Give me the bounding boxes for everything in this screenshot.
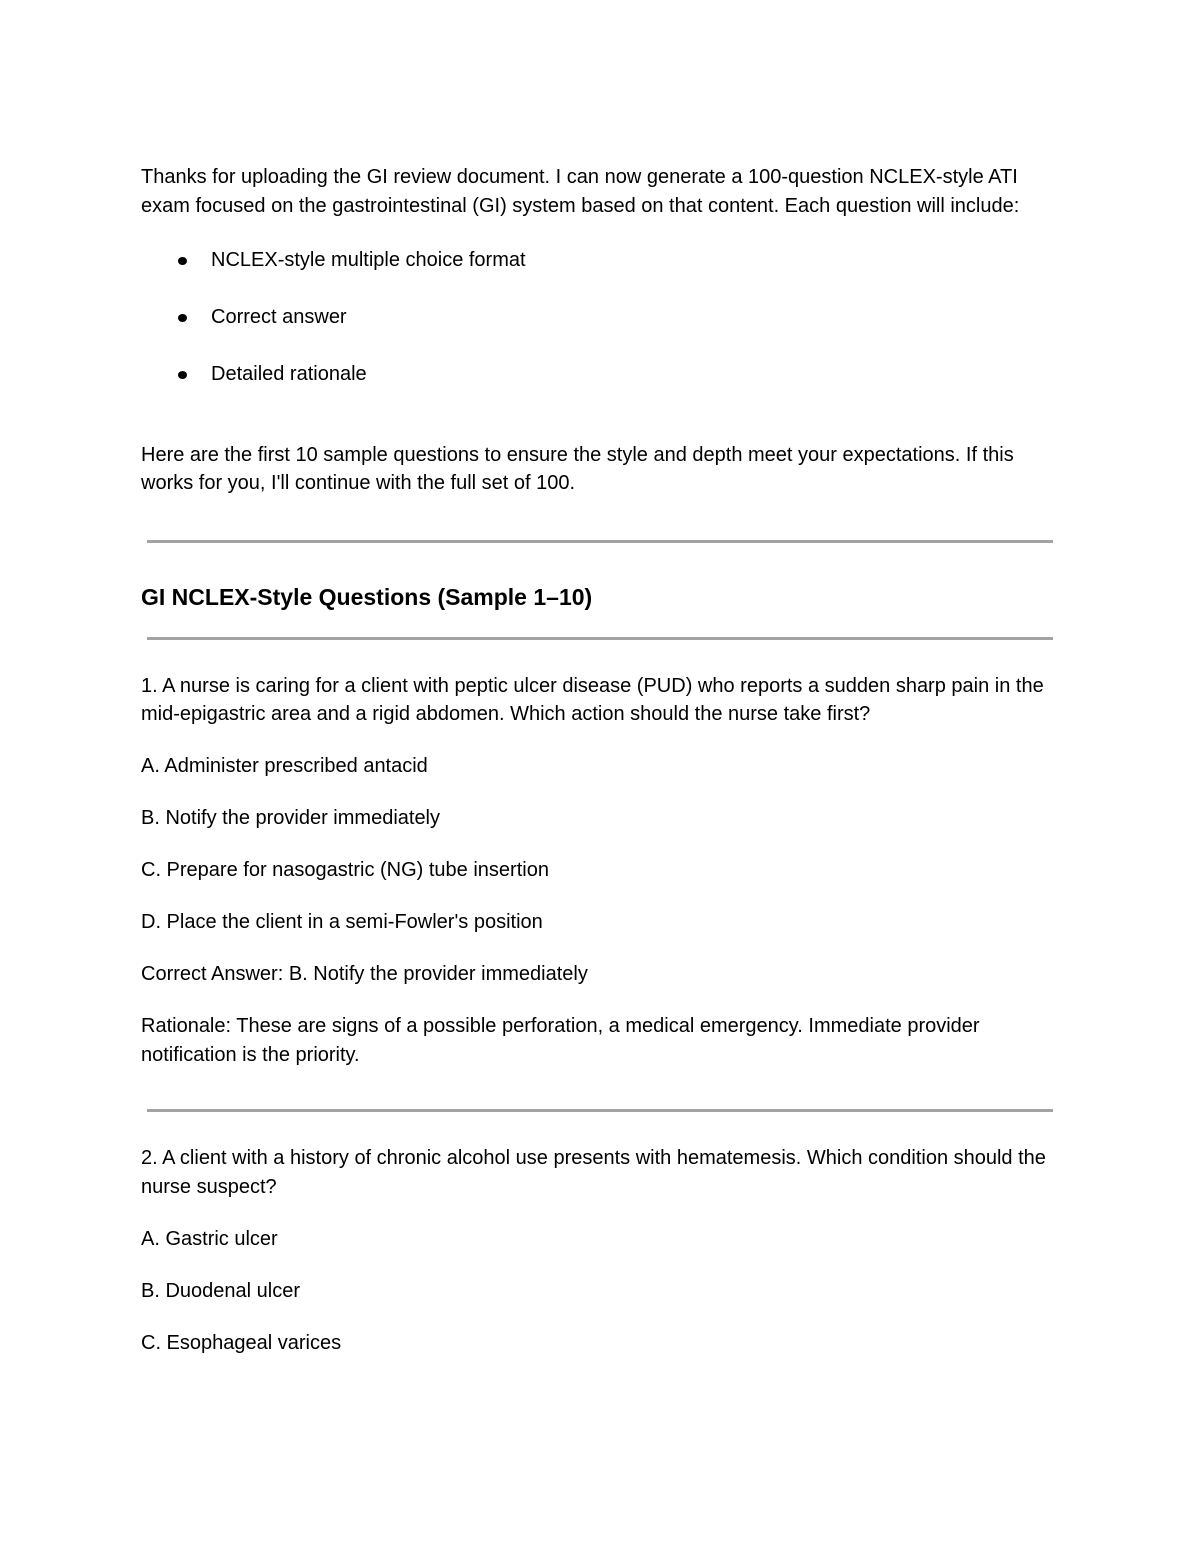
horizontal-divider (147, 1109, 1053, 1112)
correct-answer: Correct Answer: B. Notify the provider immediately (141, 963, 588, 985)
list-item-label: NCLEX-style multiple choice format (211, 249, 526, 271)
answer-option: B. Duodenal ulcer (141, 1279, 300, 1302)
answer-option: A. Gastric ulcer (141, 1227, 278, 1250)
question-stem: 1. A nurse is caring for a client with peptic ulcer disease (PUD) who reports a sudden sharp pain in the mid-epigastric area and a rigid abdomen. Which action should the nurse take first? (141, 674, 1044, 725)
rationale: Rationale: These are signs of a possible perforation, a medical emergency. Immediate provider notification is the priority. (141, 1015, 980, 1066)
followup-paragraph: Here are the first 10 sample questions to ensure the style and depth meet your expectations. If this works for you, I'll continue with the full set of 100. (141, 443, 1014, 494)
horizontal-divider (147, 540, 1053, 543)
answer-option: C. Esophageal varices (141, 1331, 342, 1354)
document-content (141, 163, 1061, 1357)
list-item-label: Detailed rationale (211, 363, 367, 385)
answer-option: C. Prepare for nasogastric (NG) tube insertion (141, 859, 549, 881)
list-item (141, 246, 1061, 275)
question-1 (141, 672, 1061, 1070)
answer-option: A. Administer prescribed antacid (141, 755, 428, 777)
answer-option: B. Notify the provider immediately (141, 807, 441, 829)
question-2 (141, 1144, 1061, 1357)
answer-option: D. Place the client in a semi-Fowler's position (141, 911, 543, 933)
intro-paragraph: Thanks for uploading the GI review document. I can now generate a 100-question NCLEX-style ATI exam focused on the gastrointestinal (GI) system based on that content. Each question will include: (141, 166, 1020, 217)
horizontal-divider (147, 637, 1053, 640)
bullet-icon (178, 314, 187, 322)
bullet-icon (178, 371, 187, 379)
section-title: GI NCLEX-Style Questions (Sample 1–10) (141, 583, 593, 610)
bullet-icon (178, 257, 187, 265)
question-stem: 2. A client with a history of chronic alcohol use presents with hematemesis. Which condition should the nurse suspect? (141, 1147, 1046, 1198)
feature-list (141, 246, 1061, 389)
list-item-label: Correct answer (211, 306, 347, 328)
list-item (141, 303, 1061, 332)
list-item (141, 360, 1061, 389)
